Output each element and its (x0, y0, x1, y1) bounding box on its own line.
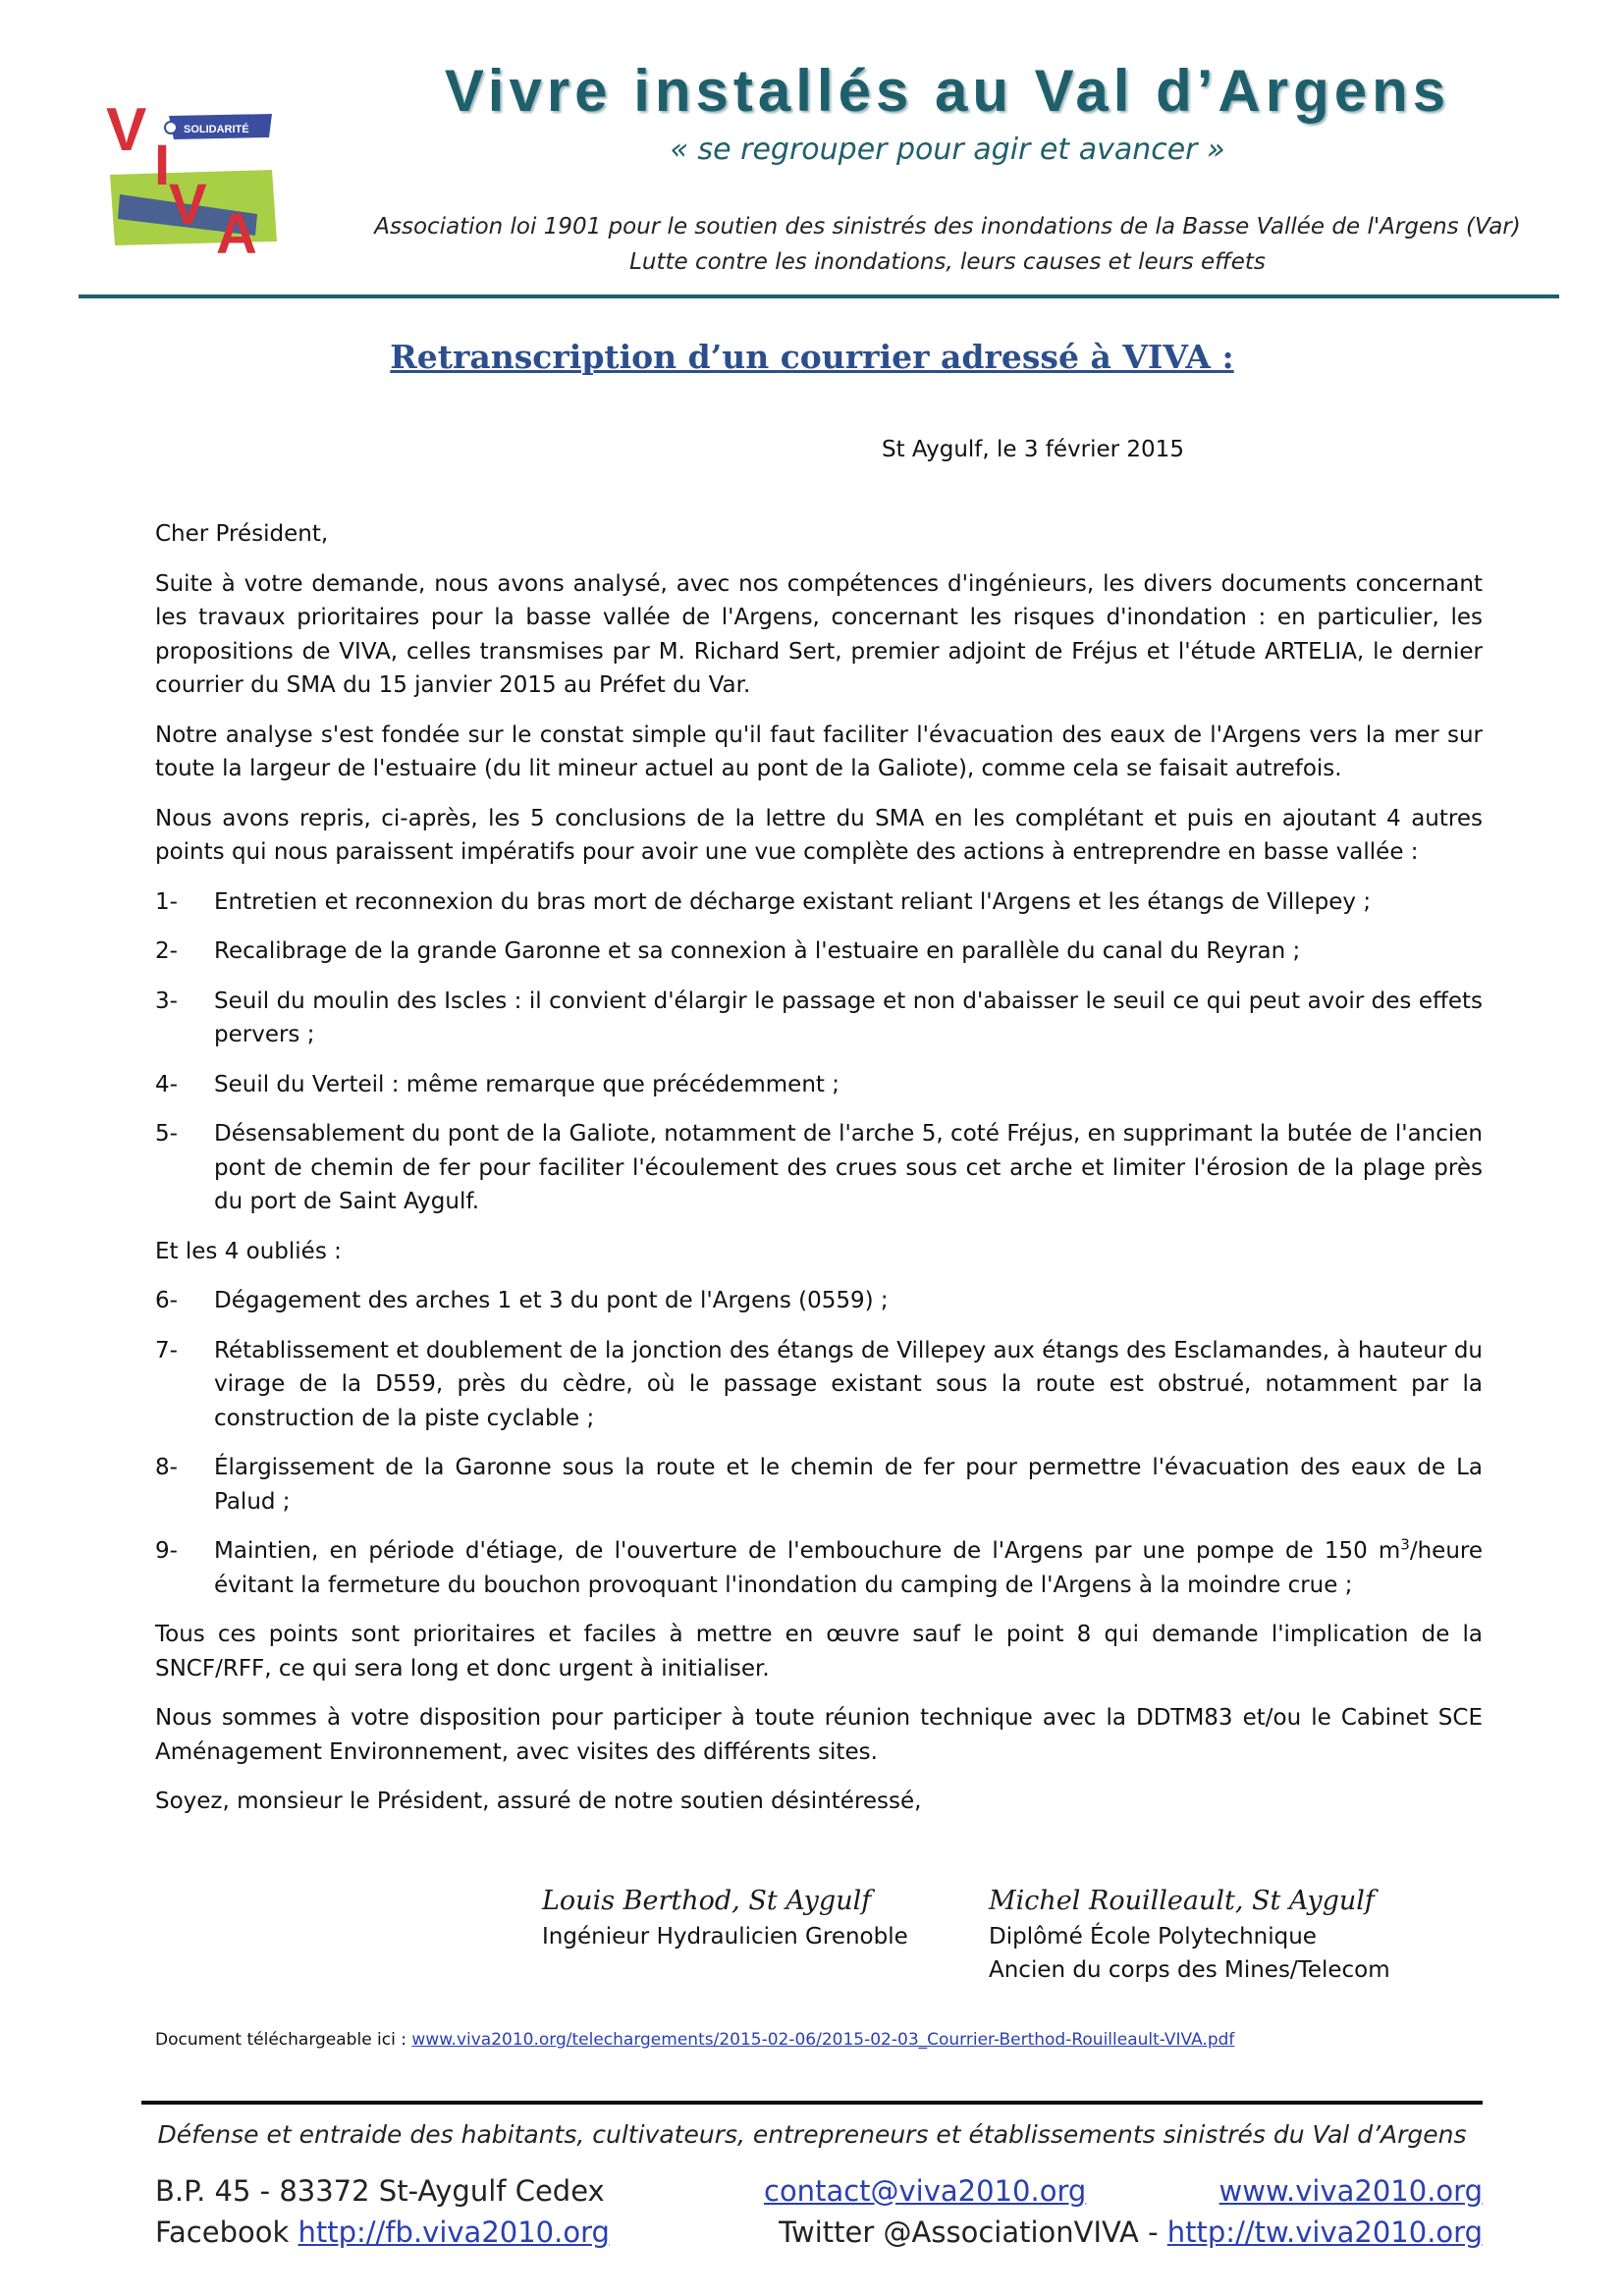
date-line: St Aygulf, le 3 février 2015 (882, 437, 1184, 462)
closing-line: Soyez, monsieur le Président, assuré de notre soutien désintéressé, (155, 1789, 922, 1814)
paragraph: Notre analyse s'est fondée sur le constat simple qu'il faut faciliter l'évacuation des eaux de l'Argens vers la mer sur toute la largeur de l'estuaire (du lit mineur actuel au pont de la Galiote), comme cela se faisait autrefois. (155, 721, 1483, 781)
org-title: Vivre installés au Val d’Argens (444, 58, 1451, 124)
signatory-title: Diplômé École Polytechnique (989, 1924, 1317, 1949)
org-description (334, 209, 1561, 280)
svg-text:A: A (216, 202, 257, 263)
handwritten-signature: Michel Rouilleault, St Aygulf (989, 1886, 1375, 1916)
signature-block (989, 1885, 1390, 1987)
signature-block (542, 1885, 908, 1953)
twitter-line (779, 2216, 1483, 2249)
website-link[interactable]: www.viva2010.org (1218, 2174, 1483, 2208)
signatory-title: Ingénieur Hydraulicien Grenoble (542, 1924, 908, 1949)
list-item-text: Seuil du Verteil : même remarque que précédemment ; (214, 1071, 839, 1097)
salutation: Cher Président, (155, 521, 329, 547)
download-line (155, 2030, 1234, 2050)
postal-address: B.P. 45 - 83372 St-Aygulf Cedex (155, 2174, 605, 2208)
list-item-text: Recalibrage de la grande Garonne et sa connexion à l'estuaire en parallèle du canal du Reyran ; (214, 938, 1301, 964)
list-item (155, 1284, 1483, 1318)
list-item-number: 5- (155, 1121, 178, 1147)
download-link[interactable]: www.viva2010.org/telechargements/2015-02-06/2015-02-03_Courrier-Berthod-Rouilleault-VIVA.pdf (411, 2030, 1235, 2050)
paragraph: Tous ces points sont prioritaires et faciles à mettre en œuvre sauf le point 8 qui demande l'implication de la SNCF/RFF, ce qui sera long et donc urgent à initialiser. (155, 1622, 1483, 1682)
header-divider (79, 294, 1559, 298)
list-item-text: Dégagement des arches 1 et 3 du pont de l'Argens (0559) ; (214, 1288, 889, 1313)
org-description-line2: Lutte contre les inondations, leurs causes et leurs effets (629, 249, 1266, 275)
list-item-number: 3- (155, 988, 178, 1014)
paragraph: Nous avons repris, ci-après, les 5 conclusions de la lettre du SMA en les complétant et puis en ajoutant 4 autres points qui nous paraissent impératifs pour avoir une vue complète des actions à entreprendre en basse vallée : (155, 805, 1483, 865)
twitter-link[interactable]: http://tw.viva2010.org (1166, 2216, 1483, 2249)
list-item (155, 1451, 1483, 1519)
facebook-line (155, 2216, 610, 2249)
twitter-label: Twitter @AssociationVIVA - (779, 2216, 1159, 2249)
email-link[interactable]: contact@viva2010.org (764, 2174, 1087, 2208)
list-item-number: 4- (155, 1071, 178, 1097)
org-motto: « se regrouper pour agir et avancer » (670, 133, 1225, 167)
list-item-number: 7- (155, 1337, 178, 1363)
handwritten-signature: Louis Berthod, St Aygulf (542, 1886, 872, 1916)
list-item (155, 885, 1483, 920)
logo-badge-text: SOLIDARITÉ (184, 124, 249, 135)
viva-logo (100, 77, 287, 263)
paragraph: Nous sommes à votre disposition pour participer à toute réunion technique avec la DDTM83 et/ou le Cabinet SCE Aménagement Environnement, avec visites des différents sites. (155, 1705, 1483, 1765)
list-item-number: 1- (155, 888, 178, 915)
list-item-text: Désensablement du pont de la Galiote, notamment de l'arche 5, coté Fréjus, en supprimant la butée de l'ancien pont de chemin de fer pour faciliter l'écoulement des crues sous cet arche et limiter l'érosion de la plage près du port de Saint Aygulf. (214, 1121, 1483, 1214)
list-item-text (214, 1534, 1483, 1602)
list-item (155, 1534, 1483, 1602)
list-item-text: Entretien et reconnexion du bras mort de décharge existant reliant l'Argens et les étangs de Villepey ; (214, 888, 1372, 915)
list-item-number: 2- (155, 938, 178, 964)
download-label: Document téléchargeable ici : (155, 2030, 406, 2050)
list-item-text-part: Maintien, en période d'étiage, de l'ouverture de l'embouchure de l'Argens par une pompe de 150 m (214, 1538, 1401, 1564)
list-item-number: 9- (155, 1538, 178, 1564)
list-item (155, 934, 1483, 969)
footer-divider (141, 2101, 1483, 2105)
list-item (155, 1334, 1483, 1436)
org-description-line1: Association loi 1901 pour le soutien des sinistrés des inondations de la Basse Vallée de l'Argens (Var) (374, 214, 1521, 240)
svg-text:V: V (106, 96, 147, 164)
signatory-title: Ancien du corps des Mines/Telecom (989, 1957, 1390, 1983)
superscript: 3 (1400, 1535, 1410, 1554)
svg-text:I: I (154, 133, 171, 197)
list-item-number: 8- (155, 1455, 178, 1480)
facebook-link[interactable]: http://fb.viva2010.org (298, 2216, 610, 2249)
list-item (155, 985, 1483, 1052)
list-item (155, 1117, 1483, 1219)
list-item-number: 6- (155, 1288, 178, 1313)
facebook-label: Facebook (155, 2216, 290, 2249)
list-item (155, 1068, 1483, 1102)
paragraph: Suite à votre demande, nous avons analysé, avec nos compétences d'ingénieurs, les divers documents concernant les travaux prioritaires pour la basse vallée de l'Argens, concernant les risques d'inondation : en particulier, les propositions de VIVA, celles transmises par M. Richard Sert, premier adjoint de Fréjus et l'étude ARTELIA, le dernier courrier du SMA du 15 janvier 2015 au Préfet du Var. (155, 570, 1483, 698)
paragraph: Et les 4 oubliés : (155, 1238, 342, 1264)
list-item-text: Seuil du moulin des Iscles : il convient d'élargir le passage et non d'abaisser le seuil ce qui peut avoir des effets pervers ; (214, 988, 1483, 1047)
list-item-text-part: /heure évitant la fermeture du bouchon provoquant l'inondation du camping de l'Argens à la moindre crue ; (214, 1538, 1483, 1598)
footer-tagline: Défense et entraide des habitants, cultivateurs, entrepreneurs et établissements sinistrés du Val d’Argens (157, 2120, 1467, 2149)
letter-body (155, 517, 1483, 1835)
svg-text:V: V (169, 173, 207, 237)
list-item-text: Rétablissement et doublement de la jonction des étangs de Villepey aux étangs des Esclamandes, à hauteur du virage de la D559, près du cèdre, où le passage existant sous la route est obstrué, notamment par la construction de la piste cyclable ; (214, 1337, 1483, 1431)
document-title: Retranscription d’un courrier adressé à VIVA : (390, 338, 1234, 376)
list-item-text: Élargissement de la Garonne sous la route et le chemin de fer pour permettre l'évacuation des eaux de La Palud ; (214, 1455, 1483, 1515)
